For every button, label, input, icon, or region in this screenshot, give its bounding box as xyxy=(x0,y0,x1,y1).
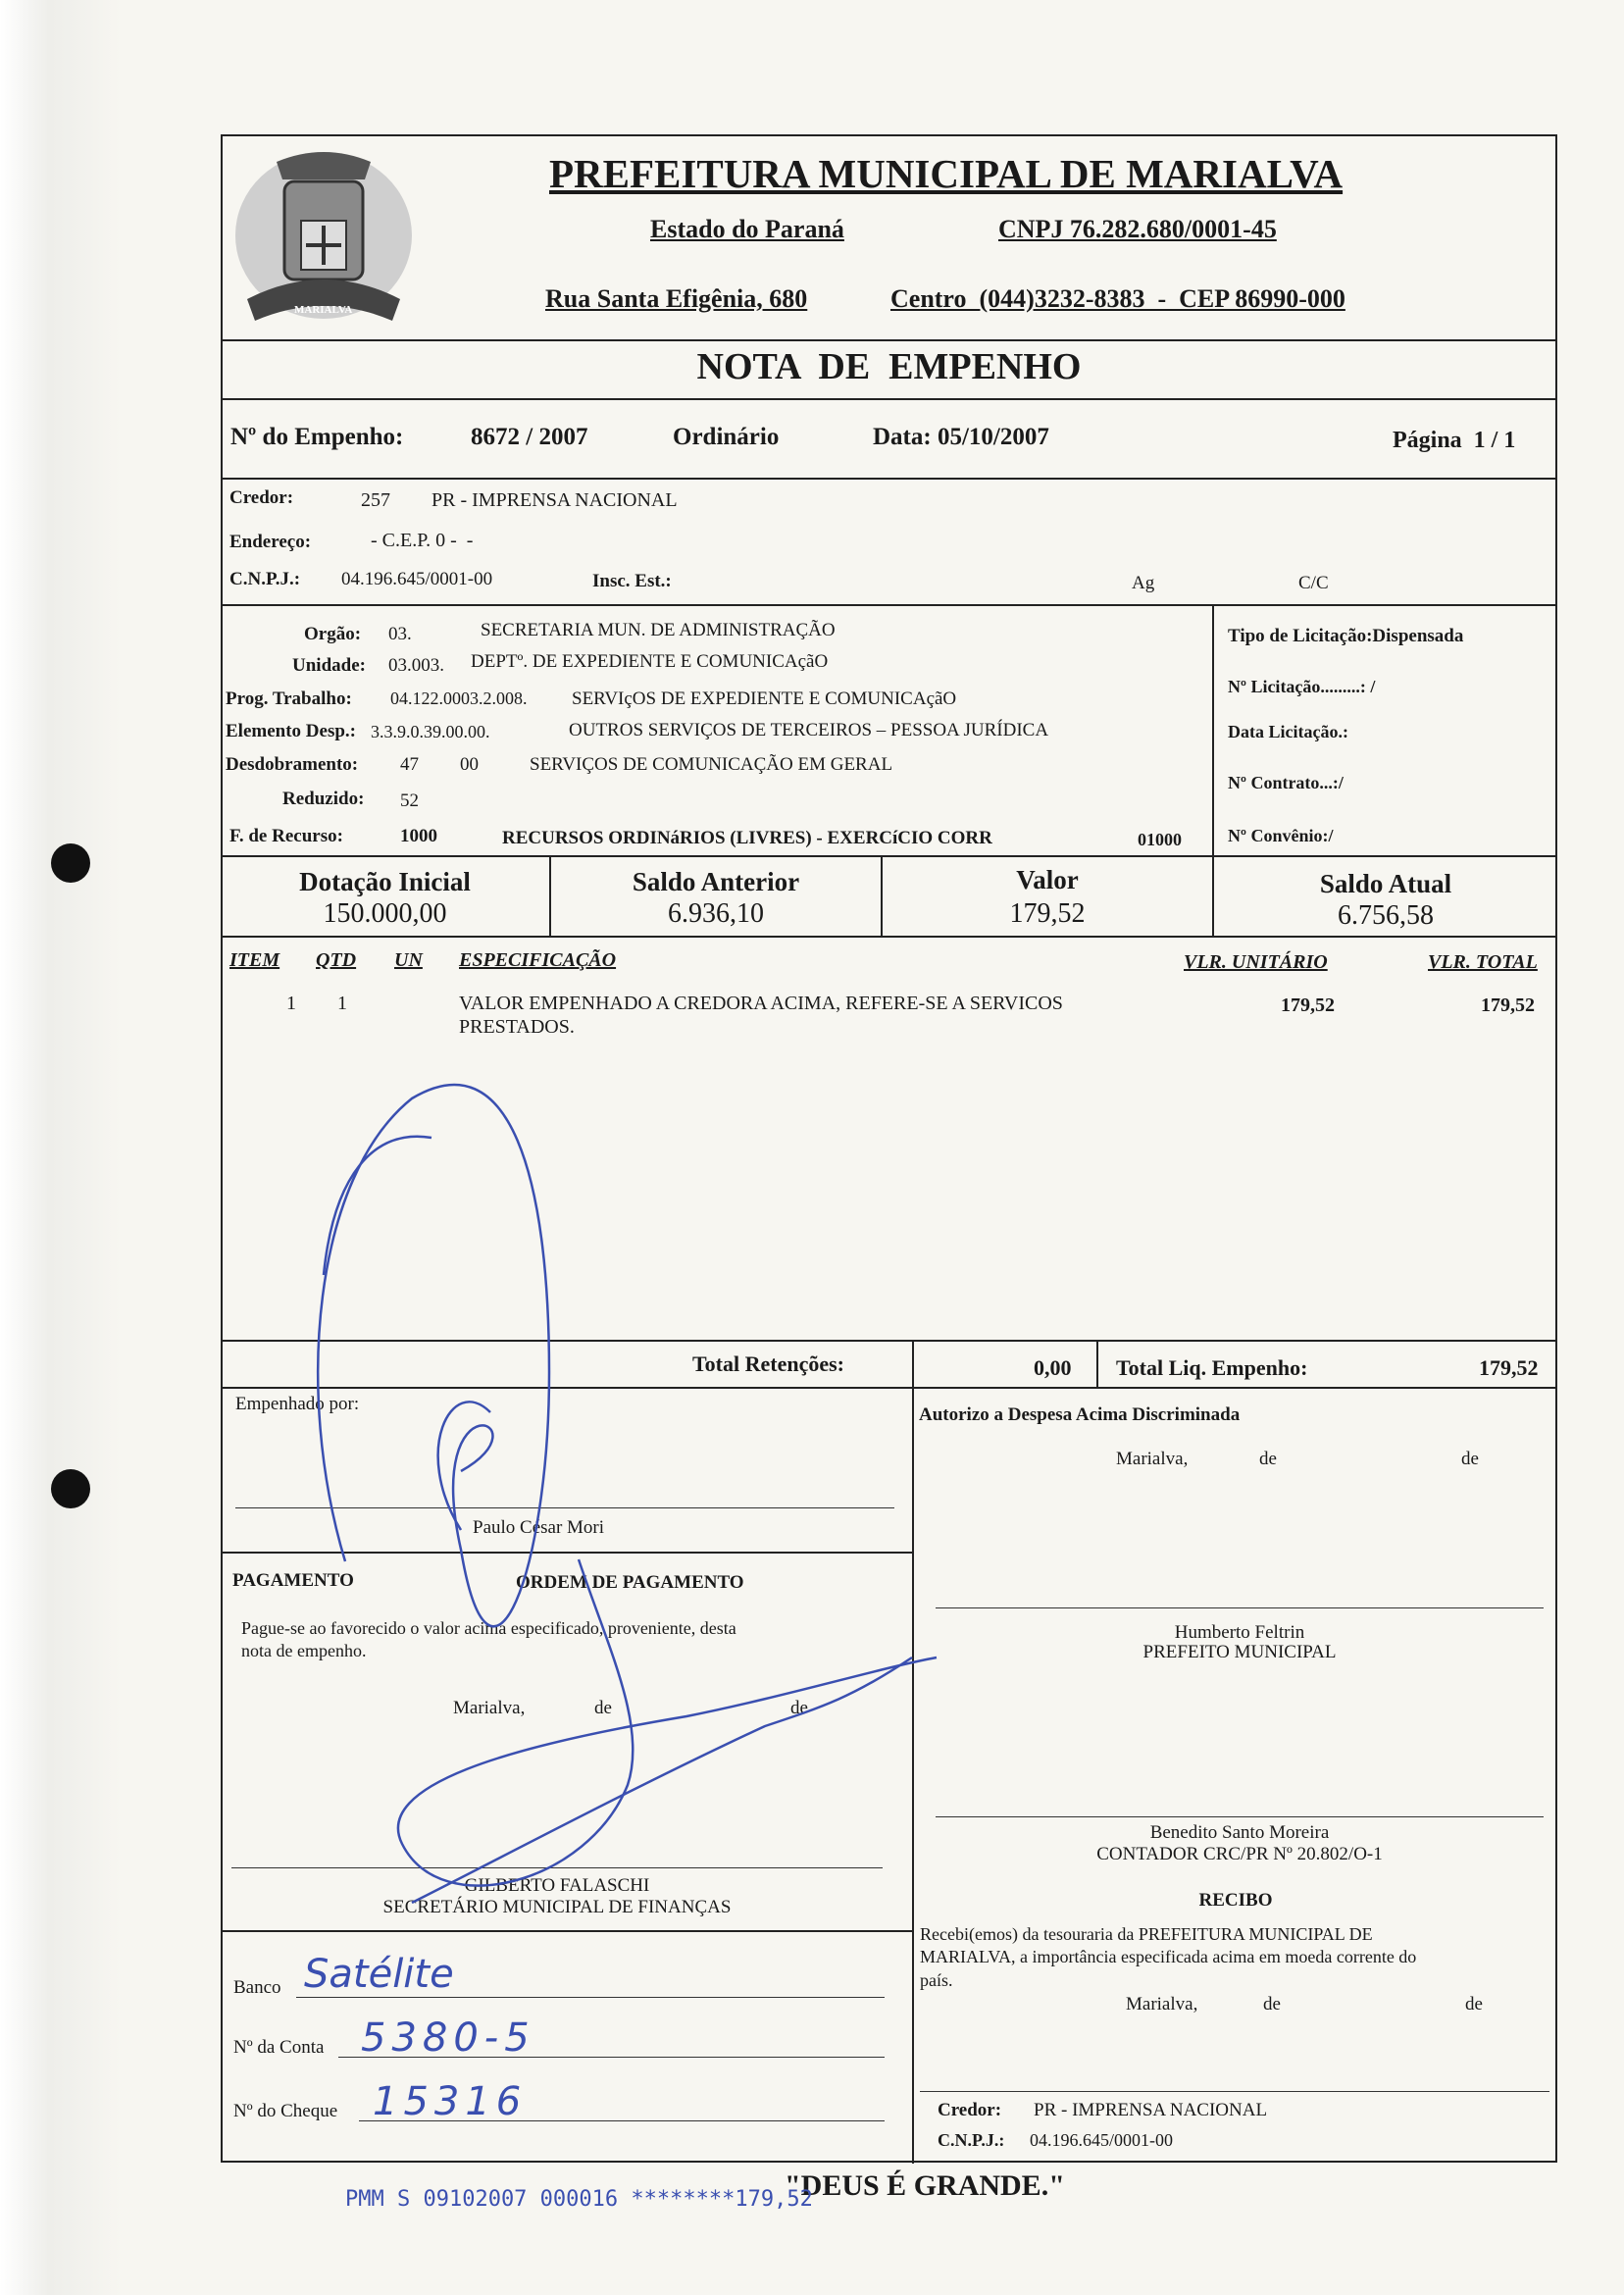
pagamento-text-line2: nota de empenho. xyxy=(241,1641,367,1660)
elemento-desc: OUTROS SERVIÇOS DE TERCEIROS – PESSOA JURÍDICA xyxy=(569,720,1049,740)
unidade-desc: DEPTº. DE EXPEDIENTE E COMUNICAçãO xyxy=(471,651,829,672)
desdob-code2: 00 xyxy=(460,754,479,775)
prog-label: Prog. Trabalho: xyxy=(226,688,352,709)
licitacao-tipo: Tipo de Licitação:Dispensada xyxy=(1228,626,1464,646)
recibo-title: RECIBO xyxy=(1198,1890,1273,1911)
reduzido-label: Reduzido: xyxy=(282,789,365,809)
recibo-city: Marialva, xyxy=(1126,1994,1198,2014)
col-vlr-unitario: VLR. UNITÁRIO xyxy=(1184,951,1328,973)
pagamento-label: PAGAMENTO xyxy=(232,1570,354,1591)
cheque-label: Nº do Cheque xyxy=(233,2101,338,2121)
col-qtd: QTD xyxy=(316,949,357,971)
retencoes-label: Total Retenções: xyxy=(692,1352,844,1376)
autorizo-de1: de xyxy=(1259,1449,1277,1469)
recurso-code: 1000 xyxy=(400,826,437,846)
dotacao-label: Dotação Inicial xyxy=(299,867,471,896)
desdob-code1: 47 xyxy=(400,754,419,775)
empenho-date: Data: 05/10/2007 xyxy=(873,424,1049,450)
prefeito-name: Humberto Feltrin xyxy=(1174,1622,1305,1643)
recibo-credor-label: Credor: xyxy=(938,2100,1002,2120)
recibo-text-line1: Recebi(emos) da tesouraria da PREFEITURA MUNICIPAL DE xyxy=(920,1924,1373,1944)
item-qtd: 1 xyxy=(337,993,347,1014)
dotacao-value: 150.000,00 xyxy=(323,898,447,929)
autorizo-label: Autorizo a Despesa Acima Discriminada xyxy=(919,1404,1241,1425)
empenhado-label: Empenhado por: xyxy=(235,1394,360,1414)
ordem-pagamento-label: ORDEM DE PAGAMENTO xyxy=(516,1572,744,1593)
credor-name: PR - IMPRENSA NACIONAL xyxy=(431,489,678,511)
pagamento-de1: de xyxy=(594,1698,612,1718)
recibo-cnpj-label: C.N.P.J.: xyxy=(938,2130,1005,2150)
orgao-desc: SECRETARIA MUN. DE ADMINISTRAÇÃO xyxy=(481,620,836,640)
recibo-text-line3: país. xyxy=(920,1970,953,1990)
licitacao-data: Data Licitação.: xyxy=(1228,722,1348,741)
item-desc-line1: VALOR EMPENHADO A CREDORA ACIMA, REFERE-SE A SERVICOS xyxy=(459,993,1063,1014)
conta-value: 5380-5 xyxy=(361,2015,535,2061)
recurso-label: F. de Recurso: xyxy=(229,826,343,846)
conta-label: Nº da Conta xyxy=(233,2037,325,2058)
saldo-anterior-label: Saldo Anterior xyxy=(632,867,800,896)
col-item: ITEM xyxy=(229,949,280,971)
org-name: PREFEITURA MUNICIPAL DE MARIALVA xyxy=(549,151,1344,196)
recurso-code2: 01000 xyxy=(1138,830,1182,849)
recibo-de2: de xyxy=(1465,1994,1483,2014)
item-number: 1 xyxy=(286,993,296,1014)
item-vlr-unitario: 179,52 xyxy=(1281,994,1335,1016)
valor-label: Valor xyxy=(1016,865,1079,894)
footer-motto: "DEUS É GRANDE." xyxy=(785,2169,1065,2202)
ag-label: Ag xyxy=(1132,573,1155,593)
secretario-role: SECRETÁRIO MUNICIPAL DE FINANÇAS xyxy=(382,1897,732,1917)
pagamento-de2: de xyxy=(790,1698,808,1718)
licitacao-numero: Nº Licitação.........: / xyxy=(1228,677,1376,696)
coat-of-arms-text: MARIALVA xyxy=(294,304,353,316)
prog-desc: SERVIçOS DE EXPEDIENTE E COMUNICAçãO xyxy=(572,688,957,709)
contador-role: CONTADOR CRC/PR Nº 20.802/O-1 xyxy=(1096,1844,1383,1864)
banco-value: Satélite xyxy=(304,1952,454,1997)
retencoes-value: 0,00 xyxy=(1034,1355,1072,1380)
elemento-code: 3.3.9.0.39.00.00. xyxy=(371,722,490,741)
empenho-type: Ordinário xyxy=(673,424,780,450)
org-contact: Centro (044)3232-8383 - CEP 86990-000 xyxy=(890,284,1345,313)
pagamento-text-line1: Pague-se ao favorecido o valor acima especificado, proveniente, desta xyxy=(241,1618,736,1638)
elemento-label: Elemento Desp.: xyxy=(226,721,356,741)
desdob-desc: SERVIÇOS DE COMUNICAÇÃO EM GERAL xyxy=(530,754,893,775)
item-desc-line2: PRESTADOS. xyxy=(459,1016,575,1038)
page-number: Página 1 / 1 xyxy=(1393,428,1516,453)
orgao-code: 03. xyxy=(388,624,412,644)
col-especificacao: ESPECIFICAÇÃO xyxy=(459,949,617,971)
empenhado-name: Paulo César Mori xyxy=(473,1517,605,1538)
reduzido-value: 52 xyxy=(400,790,419,811)
endereco-value: - C.E.P. 0 - - xyxy=(371,530,474,551)
desdob-label: Desdobramento: xyxy=(226,754,359,775)
item-vlr-total: 179,52 xyxy=(1481,994,1535,1016)
validation-stamp: PMM S 09102007 000016 ********179,52 xyxy=(345,2187,813,2212)
liquido-value: 179,52 xyxy=(1479,1355,1539,1380)
saldo-anterior-value: 6.936,10 xyxy=(668,898,764,929)
liquido-label: Total Liq. Empenho: xyxy=(1116,1355,1308,1380)
cnpj-label: C.N.P.J.: xyxy=(229,569,301,589)
cheque-value: 15316 xyxy=(373,2079,528,2124)
recurso-desc: RECURSOS ORDINáRIOS (LIVRES) - EXERCíCIO CORR xyxy=(502,828,992,848)
cnpj-value: 04.196.645/0001-00 xyxy=(341,569,493,589)
credor-label: Credor: xyxy=(229,487,294,508)
org-cnpj: CNPJ 76.282.680/0001-45 xyxy=(998,215,1277,243)
saldo-atual-label: Saldo Atual xyxy=(1319,869,1452,898)
endereco-label: Endereço: xyxy=(229,532,312,552)
credor-code: 257 xyxy=(361,489,390,511)
doc-title: NOTA DE EMPENHO xyxy=(696,346,1082,387)
valor-value: 179,52 xyxy=(1009,898,1086,929)
col-vlr-total: VLR. TOTAL xyxy=(1428,951,1538,973)
contador-name: Benedito Santo Moreira xyxy=(1149,1822,1330,1843)
empenho-number: 8672 / 2007 xyxy=(471,424,588,450)
recibo-text-line2: MARIALVA, a importância especificada acima em moeda corrente do xyxy=(920,1947,1417,1966)
unidade-code: 03.003. xyxy=(388,655,444,676)
unidade-label: Unidade: xyxy=(292,655,366,676)
insc-label: Insc. Est.: xyxy=(592,571,672,591)
banco-label: Banco xyxy=(233,1977,281,1998)
empenho-label: Nº do Empenho: xyxy=(230,424,404,450)
contrato-numero: Nº Contrato...:/ xyxy=(1228,773,1344,792)
prog-code: 04.122.0003.2.008. xyxy=(390,688,528,708)
convenio-numero: Nº Convênio:/ xyxy=(1228,826,1334,845)
org-address: Rua Santa Efigênia, 680 xyxy=(545,284,808,313)
prefeito-role: PREFEITO MUNICIPAL xyxy=(1142,1642,1337,1662)
state-name: Estado do Paraná xyxy=(650,215,844,243)
saldo-atual-value: 6.756,58 xyxy=(1338,900,1434,931)
recibo-de1: de xyxy=(1263,1994,1281,2014)
recibo-credor-value: PR - IMPRENSA NACIONAL xyxy=(1034,2100,1268,2120)
secretario-name: GILBERTO FALASCHI xyxy=(464,1875,650,1896)
col-un: UN xyxy=(394,949,423,971)
orgao-label: Orgão: xyxy=(304,624,362,644)
pagamento-city: Marialva, xyxy=(453,1698,526,1718)
recibo-cnpj-value: 04.196.645/0001-00 xyxy=(1030,2130,1173,2150)
autorizo-de2: de xyxy=(1461,1449,1479,1469)
autorizo-city: Marialva, xyxy=(1116,1449,1189,1469)
cc-label: C/C xyxy=(1298,573,1329,593)
